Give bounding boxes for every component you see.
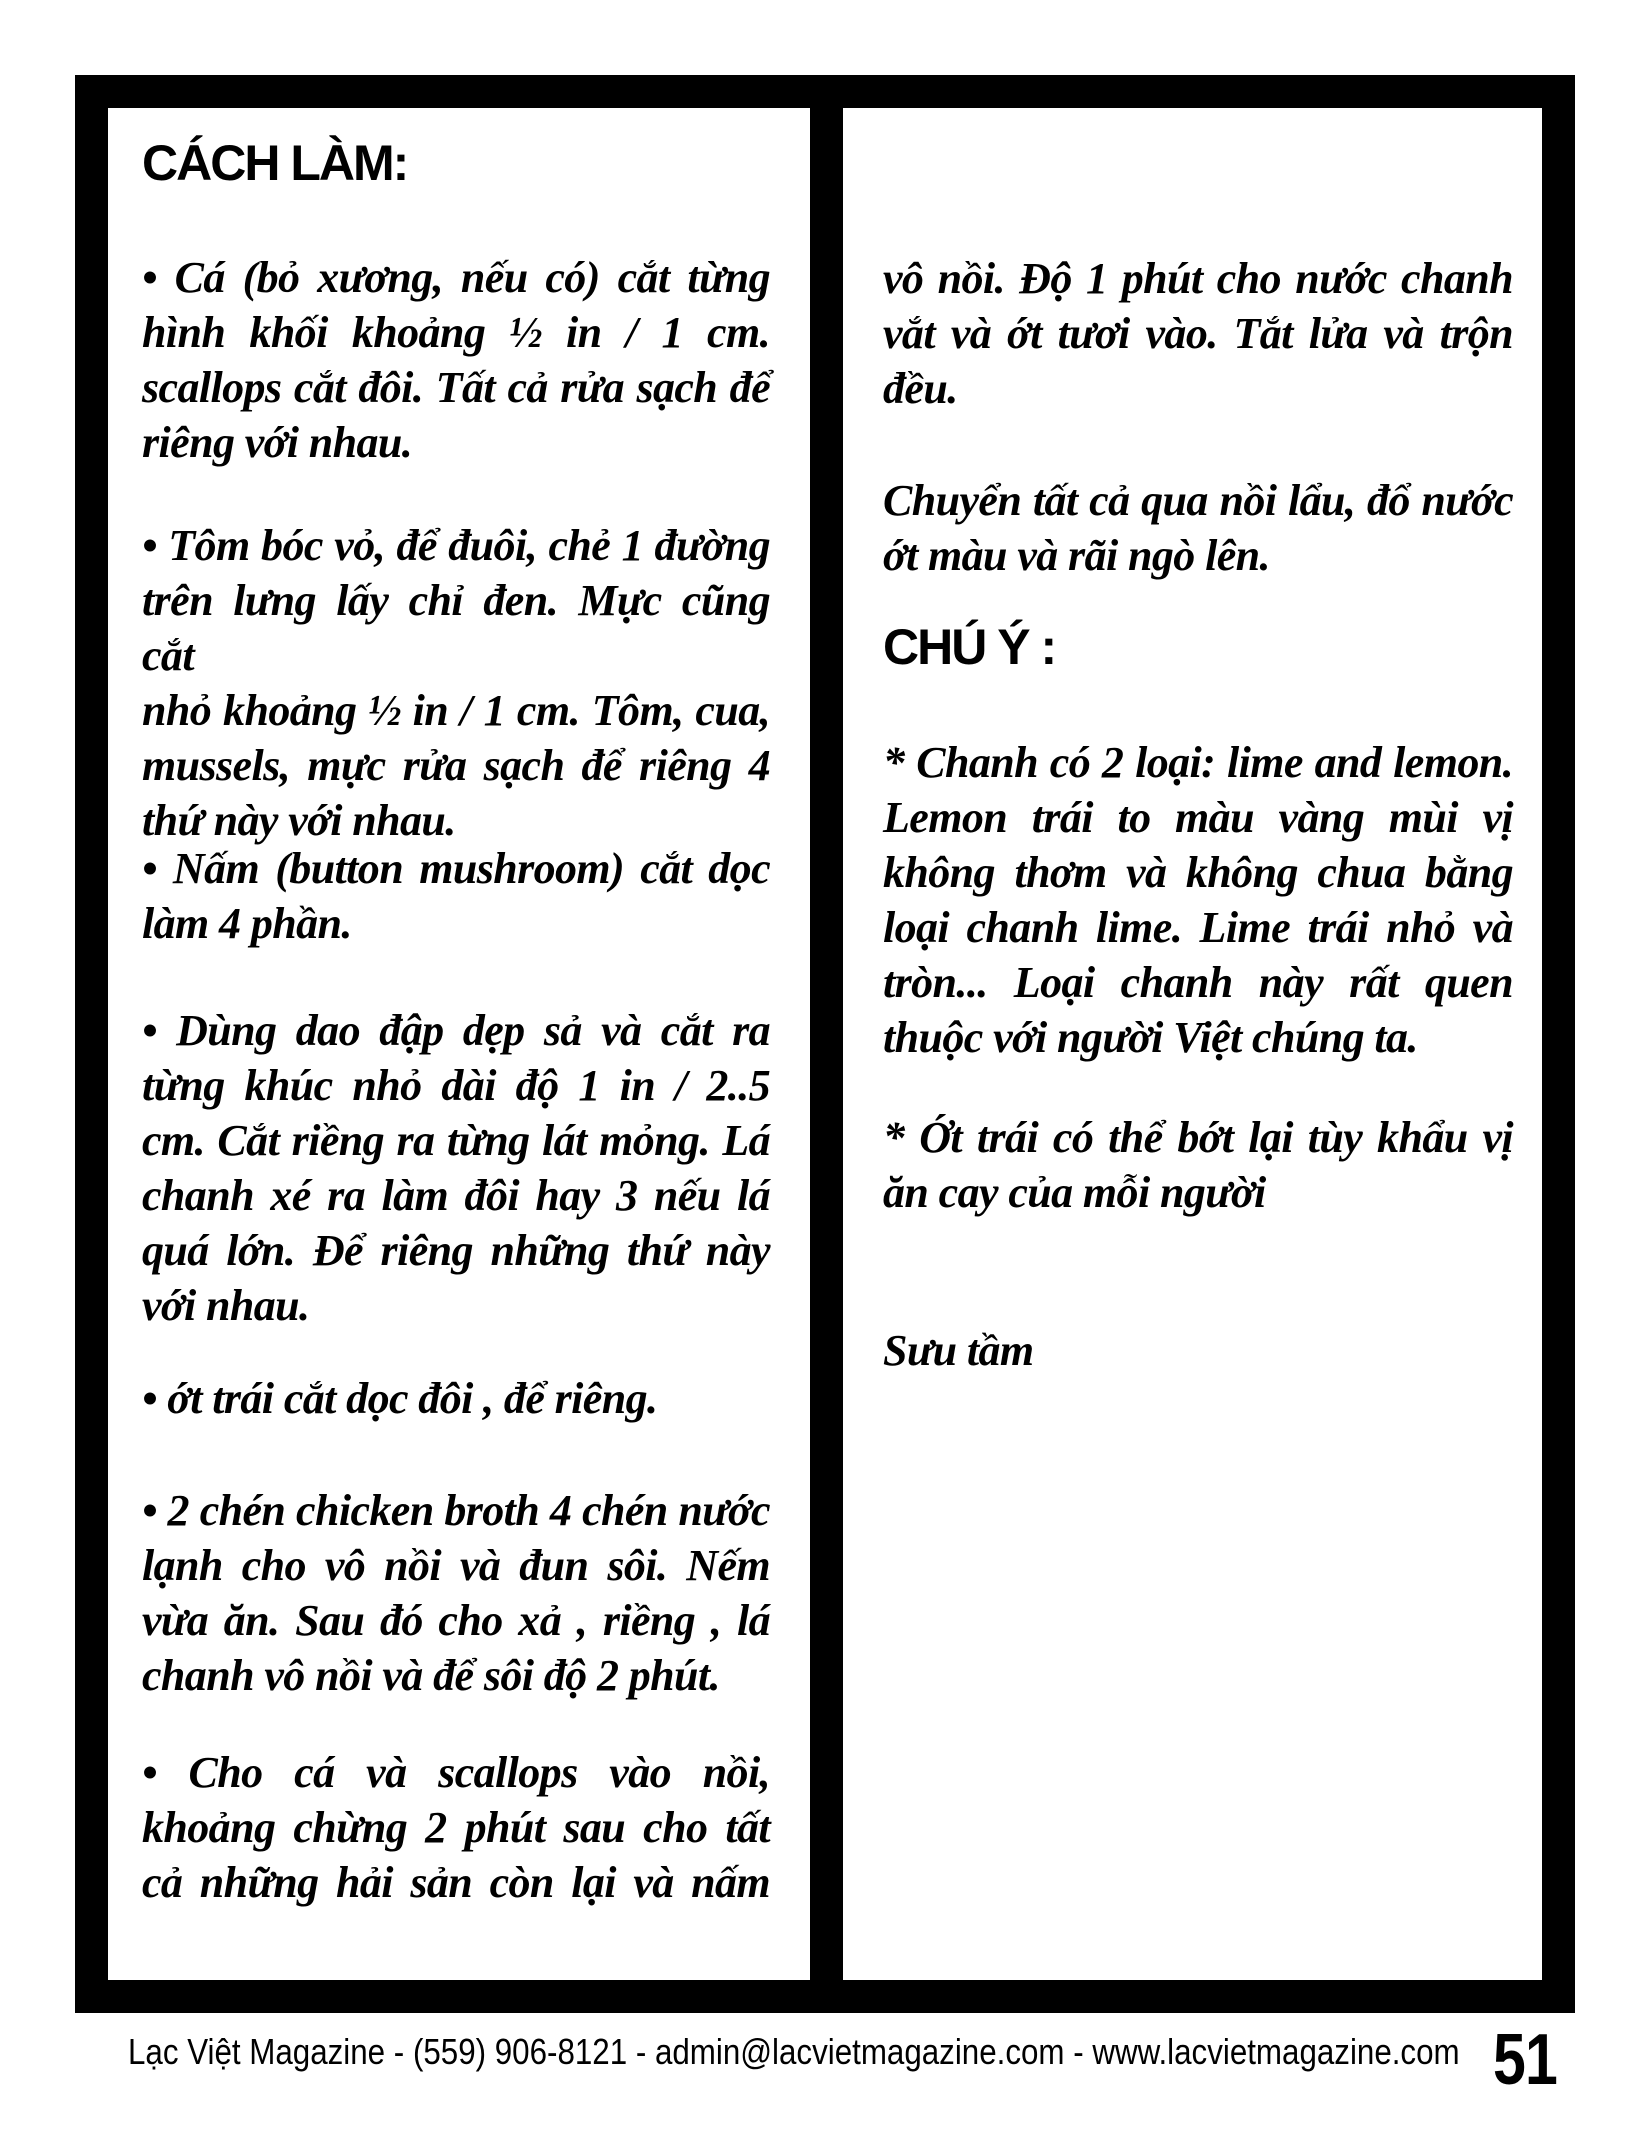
text-line: trên lưng lấy chỉ đen. Mực cũng cắt — [142, 576, 770, 680]
text-line: chanh xé ra làm đôi hay 3 nếu lá — [142, 1171, 770, 1220]
method-step — [142, 1003, 770, 1333]
text-line: lạnh cho vô nồi và đun sôi. Nếm — [142, 1541, 770, 1590]
text-line: cm. Cắt riềng ra từng lát mỏng. Lá — [142, 1116, 770, 1165]
text-line: Chuyển tất cả qua nồi lẩu, đổ nước — [883, 476, 1513, 525]
text-line: scallops cắt đôi. Tất cả rửa sạch để — [142, 363, 770, 412]
text-line: mussels, mực rửa sạch để riêng 4 — [142, 741, 770, 790]
text-line: * Chanh có 2 loại: lime and lemon. — [883, 738, 1513, 787]
text-line: vừa ăn. Sau đó cho xả , riềng , lá — [142, 1596, 770, 1645]
method-step — [883, 473, 1513, 583]
text-line: ớt màu và rãi ngò lên. — [883, 531, 1270, 580]
text-line: nhỏ khoảng ½ in / 1 cm. Tôm, cua, — [142, 686, 770, 735]
text-line: thứ này với nhau. — [142, 796, 456, 845]
method-step-continued — [883, 251, 1513, 416]
text-line: vắt và ớt tươi vào. Tắt lửa và trộn — [883, 309, 1513, 358]
method-step — [142, 1745, 770, 1910]
method-step — [142, 841, 770, 951]
method-step — [142, 250, 770, 470]
text-line: loại chanh lime. Lime trái nhỏ và — [883, 903, 1513, 952]
text-line: tròn... Loại chanh này rất quen — [883, 958, 1513, 1007]
text-line: quá lớn. Để riêng những thứ này — [142, 1226, 770, 1275]
byline — [883, 1323, 1513, 1378]
text-line: cả những hải sản còn lại và nấm — [142, 1858, 770, 1907]
text-line: vô nồi. Độ 1 phút cho nước chanh — [883, 254, 1513, 303]
text-line: • Dùng dao đập dẹp sả và cắt ra — [142, 1006, 770, 1055]
text-line: đều. — [883, 364, 958, 413]
text-line: không thơm và không chua bằng — [883, 848, 1513, 897]
text-line: Sưu tầm — [883, 1326, 1034, 1375]
text-line: • 2 chén chicken broth 4 chén nước — [142, 1486, 770, 1535]
text-line: • Cho cá và scallops vào nồi, — [142, 1748, 770, 1797]
text-line: ăn cay của mỗi người — [883, 1168, 1266, 1217]
text-line: • Cá (bỏ xương, nếu có) cắt từng — [142, 253, 770, 302]
method-step — [142, 1483, 770, 1703]
text-line: hình khối khoảng ½ in / 1 cm. — [142, 308, 770, 357]
footer-contact-info: Lạc Việt Magazine - (559) 906-8121 - admin@lacvietmagazine.com - www.lacvietmagazine.com — [128, 2031, 1460, 2072]
text-line: • Nấm (button mushroom) cắt dọc — [142, 844, 770, 893]
text-line: khoảng chừng 2 phút sau cho tất — [142, 1803, 770, 1852]
text-line: làm 4 phần. — [142, 899, 352, 948]
note-heading: CHÚ Ý : — [883, 619, 1056, 675]
method-heading: CÁCH LÀM: — [142, 135, 408, 191]
method-step — [142, 1371, 770, 1426]
text-line: chanh vô nồi và để sôi độ 2 phút. — [142, 1651, 720, 1700]
text-line: với nhau. — [142, 1281, 310, 1330]
text-line: • Tôm bóc vỏ, để đuôi, chẻ 1 đường — [142, 521, 770, 570]
note-paragraph — [883, 1110, 1513, 1220]
text-line: Lemon trái to màu vàng mùi vị — [883, 793, 1513, 842]
text-line: * Ớt trái có thể bớt lại tùy khẩu vị — [883, 1113, 1513, 1162]
text-line: riêng với nhau. — [142, 418, 413, 467]
text-line: • ớt trái cắt dọc đôi , để riêng. — [142, 1374, 658, 1423]
method-step — [142, 518, 770, 848]
text-line: thuộc với người Việt chúng ta. — [883, 1013, 1418, 1062]
page-number: 51 — [1493, 2020, 1558, 2100]
text-line: từng khúc nhỏ dài độ 1 in / 2..5 — [142, 1061, 770, 1110]
note-paragraph — [883, 735, 1513, 1065]
